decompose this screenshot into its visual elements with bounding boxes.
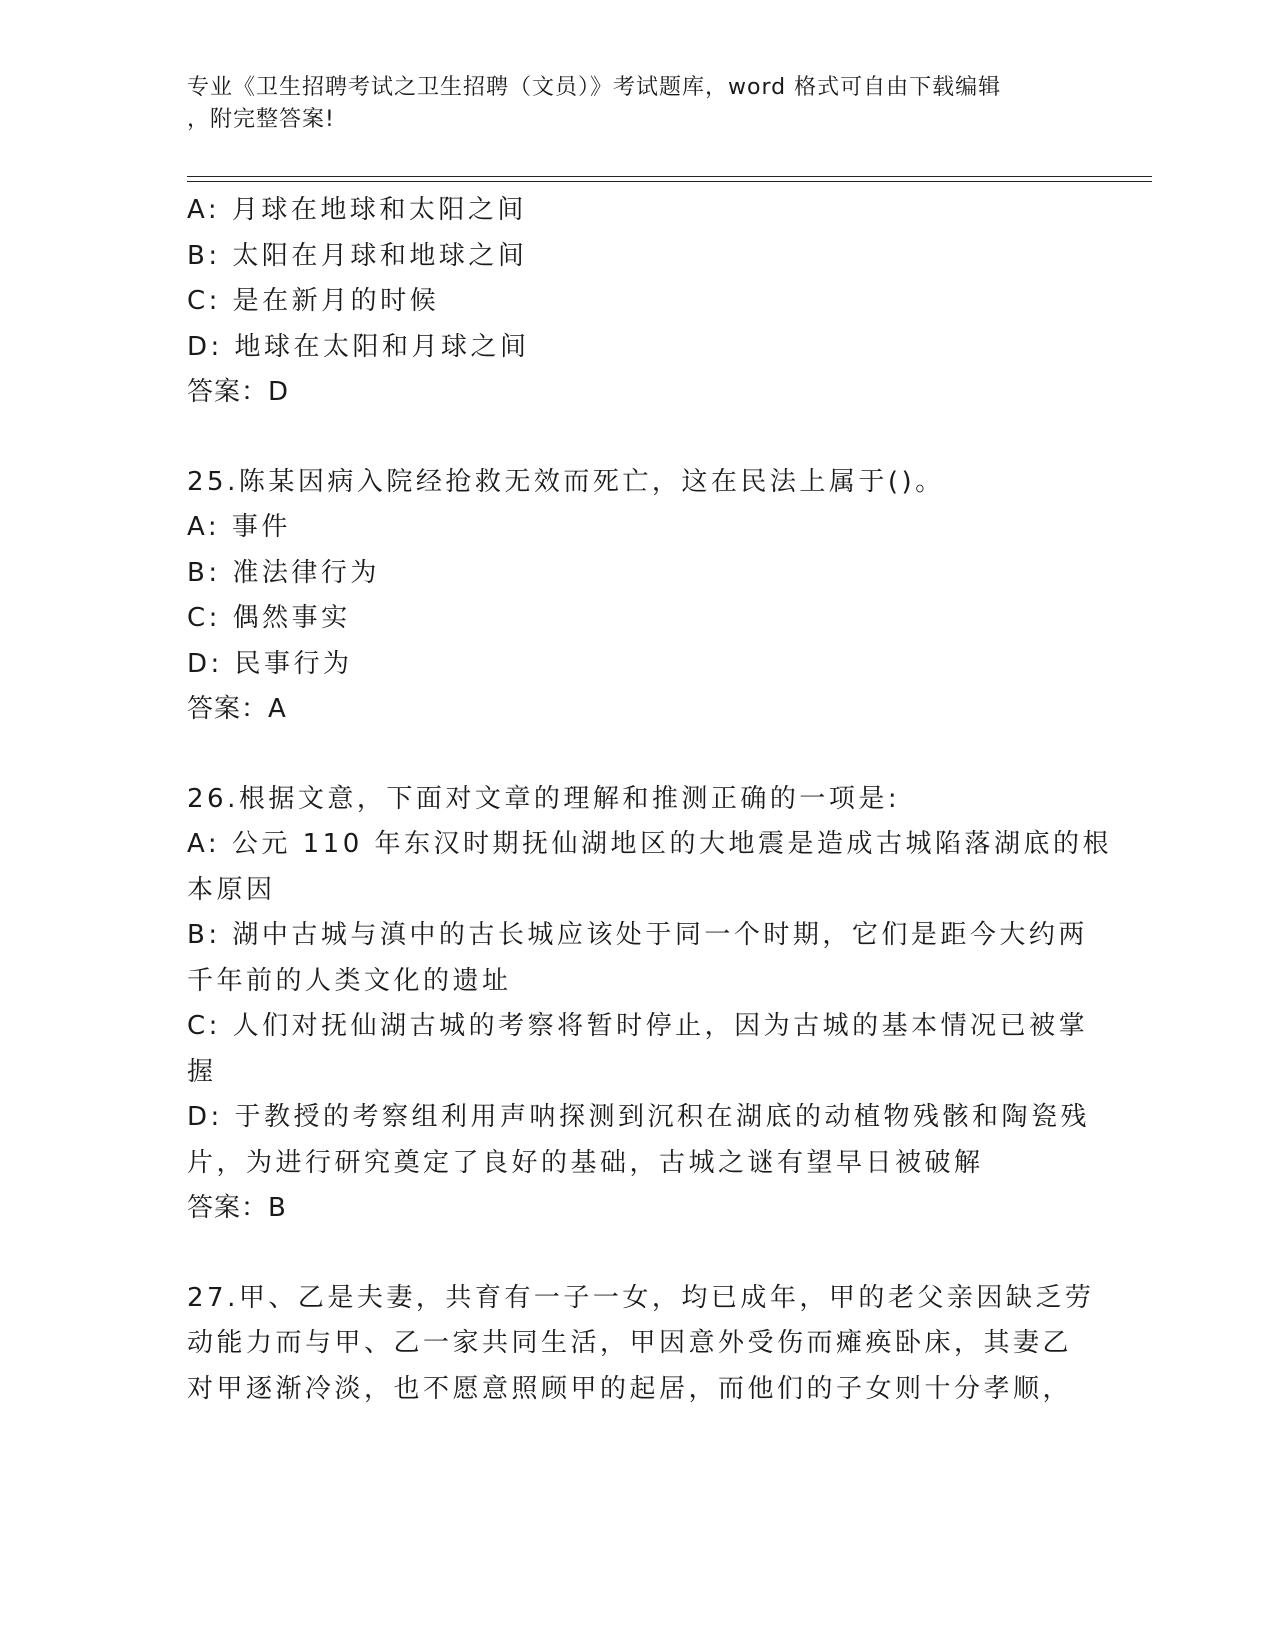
option-d: D: 民事行为	[187, 648, 353, 679]
header-divider-bottom	[187, 181, 1152, 182]
option-c-line-2: 握	[187, 1056, 217, 1087]
question-25-block	[187, 460, 1077, 733]
header-line-1: 专业《卫生招聘考试之卫生招聘（文员）》考试题库，word 格式可自由下载编辑	[187, 75, 1002, 100]
option-c: C: 偶然事实	[187, 603, 351, 633]
spacer	[187, 1232, 1077, 1276]
option-a-line-1: A: 公元 110 年东汉时期抚仙湖地区的大地震是造成古城陷落湖底的根	[187, 829, 1113, 859]
option-b: B: 准法律行为	[187, 557, 380, 588]
header-divider-top	[187, 176, 1152, 177]
question-text: 26.根据文意，下面对文章的理解和推测正确的一项是:	[187, 783, 901, 814]
spacer	[187, 416, 1077, 460]
option-a: A: 事件	[187, 512, 291, 542]
answer-line: 答案：A	[187, 694, 287, 724]
option-a-line-2: 本原因	[187, 874, 276, 905]
option-d: D: 地球在太阳和月球之间	[187, 331, 530, 362]
answer-line: 答案：B	[187, 1193, 287, 1223]
answer-line: 答案：D	[187, 377, 290, 407]
option-b: B: 太阳在月球和地球之间	[187, 240, 528, 271]
option-d-line-1: D: 于教授的考察组利用声呐探测到沉积在湖底的动植物残骸和陶瓷残	[187, 1102, 1091, 1132]
option-c: C: 是在新月的时候	[187, 286, 440, 316]
spacer	[187, 733, 1077, 777]
option-d-line-2: 片，为进行研究奠定了良好的基础，古城之谜有望早日被破解	[187, 1147, 984, 1178]
question-text-line-1: 27.甲、乙是夫妻，共育有一子一女，均已成年，甲的老父亲因缺乏劳	[187, 1282, 1095, 1313]
option-b-line-2: 千年前的人类文化的遗址	[187, 965, 512, 996]
question-26-block	[187, 777, 1113, 1232]
question-27-block	[187, 1276, 1095, 1413]
question-24-block	[187, 188, 1077, 416]
question-text-line-2: 动能力而与甲、乙一家共同生活，甲因意外受伤而瘫痪卧床，其妻乙	[187, 1328, 1073, 1358]
option-b-line-1: B: 湖中古城与滇中的古长城应该处于同一个时期，它们是距今大约两	[187, 920, 1088, 950]
question-text: 25.陈某因病入院经抢救无效而死亡，这在民法上属于()。	[187, 466, 945, 497]
header-line-2: ，附完整答案!	[187, 107, 335, 132]
document-header	[187, 72, 1067, 136]
question-text-line-3: 对甲逐渐冷淡，也不愿意照顾甲的起居，而他们的子女则十分孝顺，	[187, 1373, 1073, 1404]
option-c-line-1: C: 人们对抚仙湖古城的考察将暂时停止，因为古城的基本情况已被掌	[187, 1011, 1089, 1041]
question-list	[187, 188, 1113, 1412]
option-a: A: 月球在地球和太阳之间	[187, 195, 527, 225]
